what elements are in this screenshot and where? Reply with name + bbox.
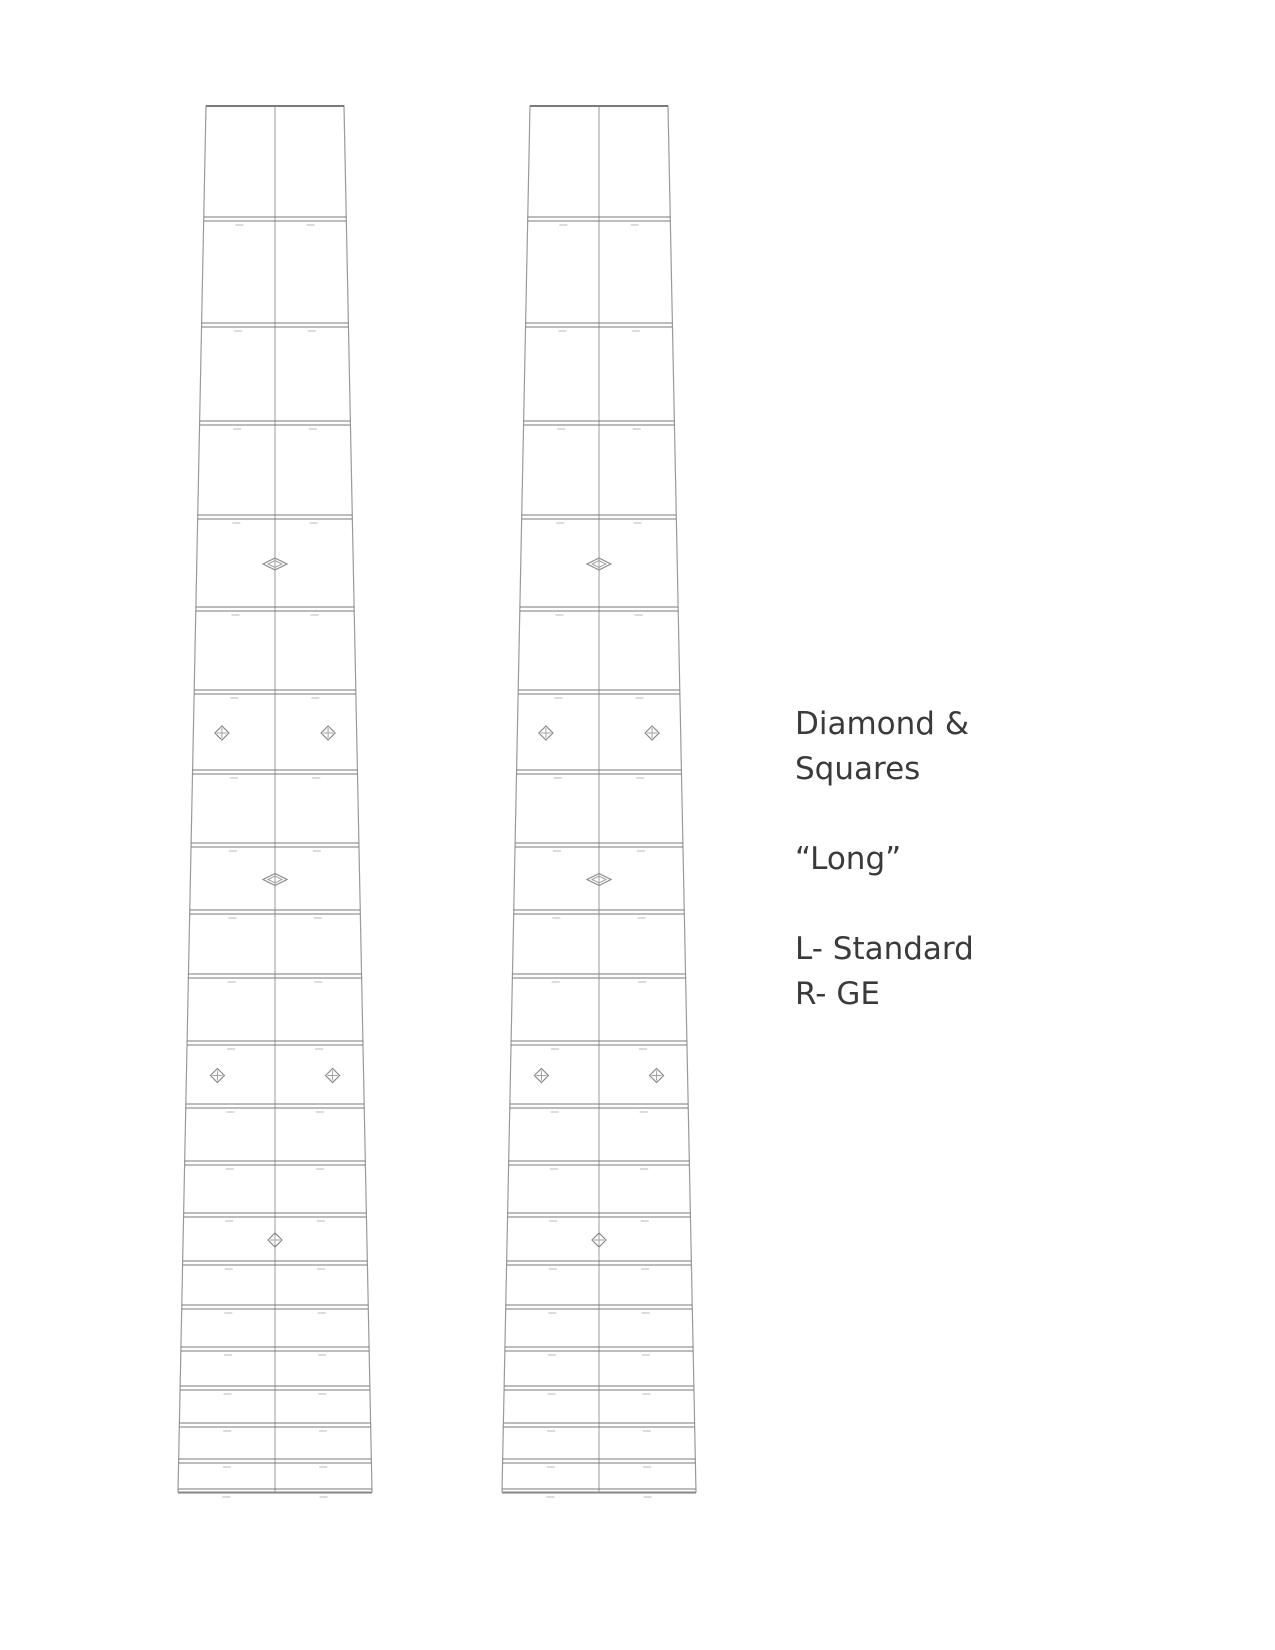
left-board-name: L- Standard xyxy=(795,931,974,967)
title-line-1: Diamond & xyxy=(795,706,969,742)
fretboard-right xyxy=(502,106,696,1497)
right-board-name: R- GE xyxy=(795,976,880,1012)
fretboard-left xyxy=(178,106,372,1497)
description-label xyxy=(795,702,1095,1017)
title-line-2: Squares xyxy=(795,751,921,787)
variant-label: “Long” xyxy=(795,841,902,877)
